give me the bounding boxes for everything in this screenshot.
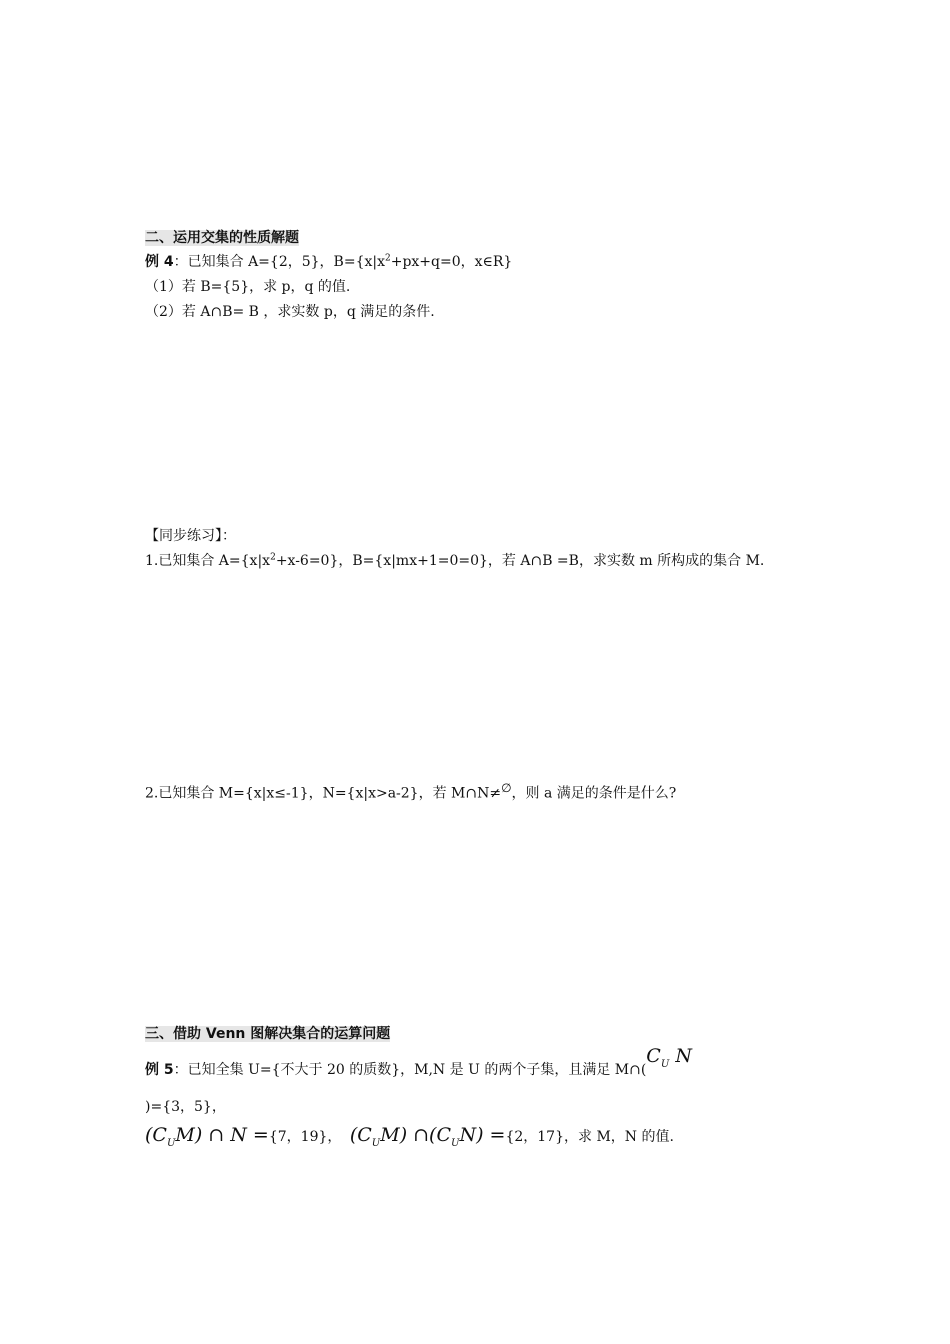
example5-line2: )={3，5}，: [145, 1099, 226, 1115]
formula2-end: N) =: [459, 1124, 506, 1146]
example5-text: 已知全集 U={不大于 20 的质数}，M,N 是 U 的两个子集，且满足 M∩(: [187, 1062, 647, 1078]
example4-colon: ：: [173, 254, 188, 270]
example5-line1: [145, 1045, 692, 1080]
practice-title: 【同步练习】：: [145, 528, 236, 544]
example4-question1: （1）若 B={5}，求 p，q 的值.: [145, 279, 351, 295]
practice2-text-a: 2.已知集合 M={x|x≤-1}，N={x|x>a-2}，若 M∩N≠: [145, 785, 502, 802]
complement-n-formula: [646, 1045, 692, 1070]
practice-problem2: [145, 778, 676, 804]
value1: {7，19}，: [268, 1129, 342, 1145]
example5-line3: [145, 1125, 674, 1147]
formula1-end: M) ∩ N =: [175, 1124, 269, 1146]
practice1-sup: 2: [270, 552, 276, 563]
value2: {2，17}，求 M，N 的值.: [505, 1129, 674, 1145]
example4-label: 例 4: [145, 254, 174, 270]
formula1-c: (C: [145, 1124, 167, 1146]
example4-sup: 2: [384, 253, 391, 264]
formula2-mid: M) ∩(C: [380, 1124, 452, 1146]
section3-heading: 三、借助 Venn 图解决集合的运算问题: [145, 1026, 391, 1042]
complement-sub: U: [660, 1058, 670, 1070]
example5-label: 例 5: [145, 1062, 174, 1078]
example5-colon: ：: [173, 1062, 188, 1078]
section2-title: [145, 228, 299, 248]
example4-line: [145, 252, 512, 272]
practice-problem1: [145, 551, 764, 571]
section3-title: [145, 1024, 390, 1044]
practice2-text-b: ，则 a 满足的条件是什么?: [511, 785, 677, 802]
formula2-sub2: U: [451, 1137, 460, 1149]
formula1-sub: U: [166, 1137, 176, 1149]
complement-c: C: [646, 1045, 661, 1067]
example4-text-b: +px+q=0，x∈R}: [390, 254, 513, 270]
formula2-sub: U: [371, 1137, 381, 1149]
complement-n: N: [675, 1045, 692, 1067]
example4-question2: （2）若 A∩B= B ，求实数 p，q 满足的条件.: [145, 304, 435, 320]
practice1-text-b: +x-6=0}，B={x|mx+1=0=0}，若 A∩B =B，求实数 m 所构成的集合 M.: [275, 553, 765, 569]
section2-heading: 二、运用交集的性质解题: [145, 230, 299, 246]
example4-text-a: 已知集合 A={2，5}，B={x|x: [187, 254, 385, 270]
formula2-c: (C: [349, 1124, 372, 1146]
empty-set-symbol: ∅: [501, 781, 512, 795]
formula-cum-cap-n: [145, 1124, 269, 1149]
practice1-text-a: 1.已知集合 A={x|x: [145, 553, 271, 569]
formula-cum-cap-cun: [349, 1124, 506, 1149]
